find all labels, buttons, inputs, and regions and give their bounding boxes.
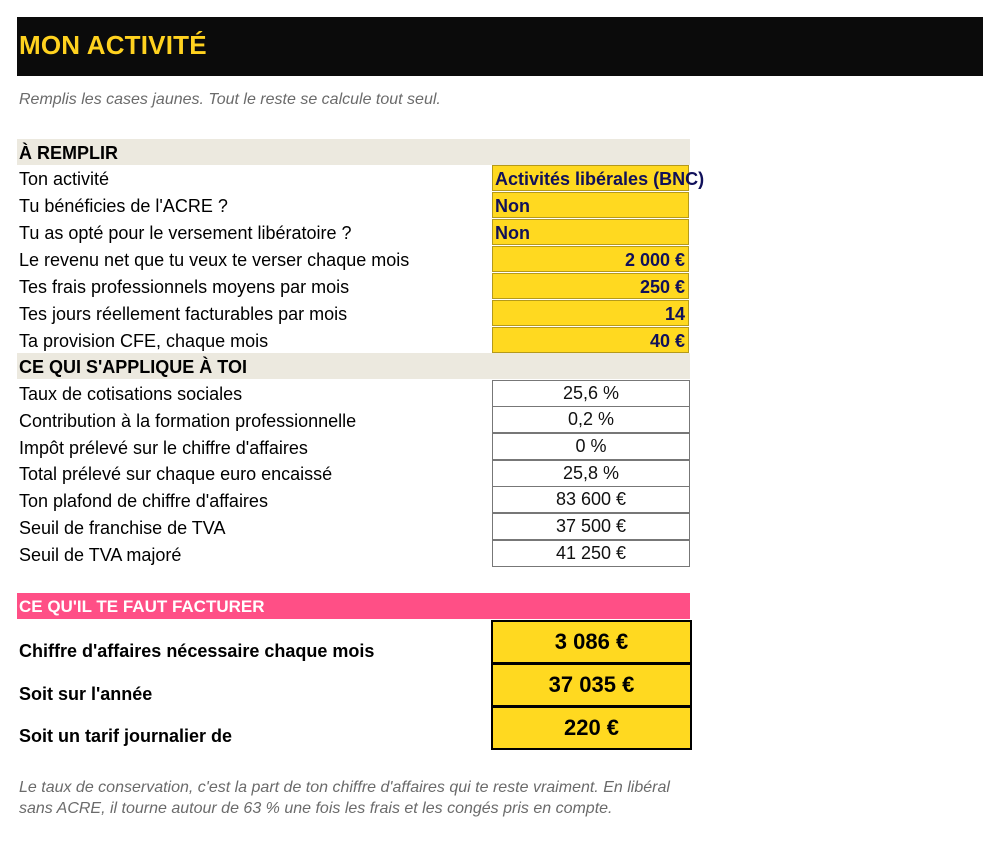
plafond-value: 83 600 € — [492, 486, 690, 513]
input-label-jours: Tes jours réellement facturables par mois — [19, 304, 348, 324]
jours-input[interactable]: 14 — [492, 300, 689, 326]
frais-input[interactable]: 250 € — [492, 273, 689, 299]
input-label-versement: Tu as opté pour le versement libératoire ? — [19, 223, 352, 243]
section-header-invoice — [17, 593, 690, 619]
applies-label-cotisations: Taux de cotisations sociales — [19, 384, 243, 404]
applies-label-majore: Seuil de TVA majoré — [19, 545, 182, 565]
section-title: À REMPLIR — [19, 143, 118, 163]
result-yearly-value: 37 035 € — [491, 663, 692, 707]
result-label-yearly: Soit sur l'année — [19, 684, 153, 704]
input-label-acre: Tu bénéficies de l'ACRE ? — [19, 196, 228, 216]
result-daily-value: 220 € — [491, 706, 692, 750]
section-title: CE QUI S'APPLIQUE À TOI — [19, 357, 247, 377]
impot-value: 0 % — [492, 433, 690, 460]
applies-label-franchise: Seuil de franchise de TVA — [19, 518, 226, 538]
page-title: MON ACTIVITÉ — [19, 30, 207, 60]
section-title: CE QU'IL TE FAUT FACTURER — [19, 597, 265, 616]
applies-label-total: Total prélevé sur chaque euro encaissé — [19, 464, 333, 484]
total-value: 25,8 % — [492, 460, 690, 487]
footnote: Le taux de conservation, c'est la part de ton chiffre d'affaires qui te reste vraiment. En libéral sans ACRE, il tourne autour de 63 % une fois les frais et les congés pris en compte. — [19, 779, 670, 817]
cotisations-value: 25,6 % — [492, 380, 690, 407]
result-label-monthly: Chiffre d'affaires nécessaire chaque mois — [19, 641, 375, 661]
acre-select[interactable]: Non — [492, 192, 689, 218]
majore-value: 41 250 € — [492, 540, 690, 567]
cfe-input[interactable]: 40 € — [492, 327, 689, 353]
formation-value: 0,2 % — [492, 406, 690, 433]
franchise-value: 37 500 € — [492, 513, 690, 540]
input-label-cfe: Ta provision CFE, chaque mois — [19, 331, 269, 351]
applies-label-plafond: Ton plafond de chiffre d'affaires — [19, 491, 268, 511]
revenu-input[interactable]: 2 000 € — [492, 246, 689, 272]
section-header-inputs — [17, 139, 690, 165]
input-label-revenu: Le revenu net que tu veux te verser chaque mois — [19, 250, 410, 270]
input-label-frais: Tes frais professionnels moyens par mois — [19, 277, 350, 297]
applies-label-impot: Impôt prélevé sur le chiffre d'affaires — [19, 438, 308, 458]
result-monthly-value: 3 086 € — [491, 620, 692, 664]
versement-select[interactable]: Non — [492, 219, 689, 245]
activity-select[interactable]: Activités libérales (BNC) — [492, 165, 689, 191]
result-label-daily: Soit un tarif journalier de — [19, 726, 233, 746]
subtitle: Remplis les cases jaunes. Tout le reste se calcule tout seul. — [19, 91, 441, 108]
applies-label-formation: Contribution à la formation professionnelle — [19, 411, 357, 431]
input-label-activity: Ton activité — [19, 169, 110, 189]
section-header-applies — [17, 353, 690, 379]
